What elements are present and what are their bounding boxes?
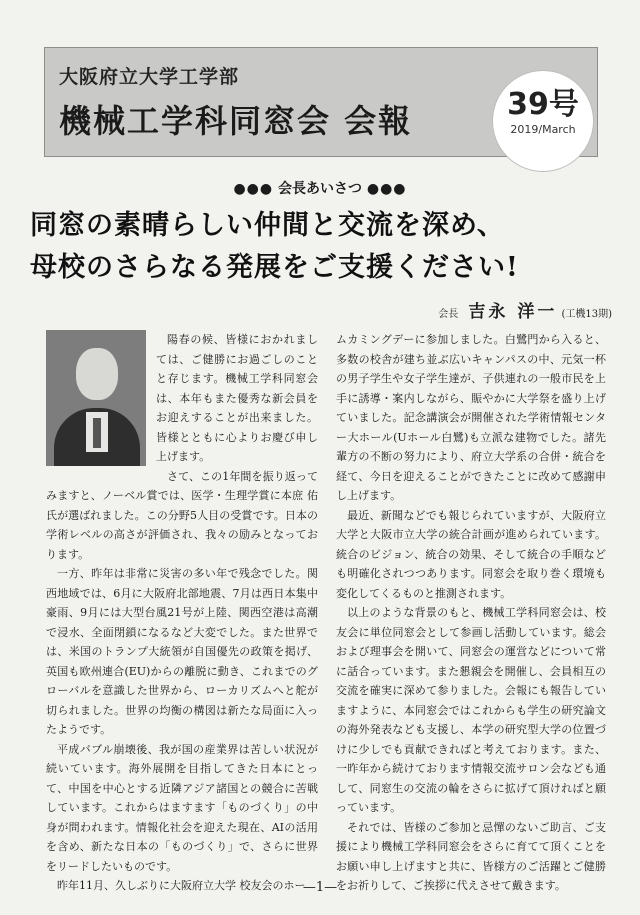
paragraph: 昨年11月、久しぶりに大阪府立大学 校友会のホー	[57, 879, 306, 892]
left-column	[46, 330, 318, 896]
paragraph: さて、この1年間を振り返ってみますと、ノーベル賞では、医学・生理学賞に本庶 佑氏が選ばれました。この分野5人目の受賞です。日本の学術レベルの高さが評価され、我々の励みとなっております。	[46, 469, 318, 561]
dots-right: ●●●	[366, 181, 407, 197]
author-suffix: (工機13期)	[561, 309, 612, 320]
university-name: 大阪府立大学工学部	[59, 66, 240, 88]
paragraph: 最近、新聞などでも報じられていますが、大阪府立大学と大阪市立大学の統合計画が進められています。統合のビジョン、統合の効果、そして統合の手順なども明確化されつつあります。同窓会を取り巻く環境も変化してくるものと推測されます。	[336, 508, 606, 600]
paragraph: 平成バブル崩壊後、我が国の産業界は苦しい状況が続いています。海外展開を目指してきた日本にとって、中国を中心とする近隣アジア諸国との競合に苦戦しています。これからはますます「ものづくり」の中身が問われます。情報化社会を迎えた現在、AIの活用を含め、新たな日本の「ものづくり」で、さらに世界をリードしたいものです。	[46, 742, 318, 873]
issue-date: 2019/March	[510, 123, 576, 136]
newsletter-title: 機械工学科同窓会 会報	[59, 102, 413, 140]
paragraph: ムカミングデーに参加しました。白鷺門から入ると、多数の校舎が建ち並ぶ広いキャンパスの中、元気一杯の男子学生や女子学生達が、子供連れの一般市民を上手に誘導・案内しながら、賑やかに大学祭を盛り上げていました。記念講演会が開催された学術情報センター大ホール(Uホール白鷺)も立派な建物でした。諸先輩方の不断の努力により、府立大学系の合併・統合を経て、今日を迎えることができたことに改めて感謝申し上げます。	[336, 333, 606, 502]
author-byline	[438, 297, 612, 322]
dots-left: ●●●	[233, 181, 274, 197]
right-column	[336, 330, 606, 896]
author-name: 吉永 洋一	[468, 302, 558, 322]
president-photo	[46, 330, 146, 466]
author-role: 会長	[438, 309, 459, 320]
paragraph: それでは、皆様のご参加と忌憚のないご助言、ご支援により機械工学科同窓会をさらに育てて頂くことをお願い申し上げますと共に、皆様方のご活躍とご健勝をお祈りして、ご挨拶に代えさせて戴きます。	[336, 820, 606, 892]
headline-line-1: 同窓の素晴らしい仲間と交流を深め、	[30, 210, 505, 241]
article-headline	[30, 205, 620, 289]
headline-line-2: 母校のさらなる発展をご支援ください!	[30, 252, 519, 283]
paragraph: 一方、昨年は非常に災害の多い年で残念でした。関西地域では、6月に大阪府北部地震、7月は西日本集中豪雨、9月には大型台風21号が上陸、関西空港は高潮で浸水、全面閉鎖になるなど大変でした。また世界では、米国のトランプ大統領が自国優先の政策を掲げ、英国も欧州連合(EU)からの離脱に動き、これまでのグローバルを意識した世界から、ローカリズムへと舵が切られました。世界の均衡の構図は新たな局面に入ったようです。	[46, 567, 318, 736]
issue-number: 39号	[507, 87, 579, 122]
page-number: —1—	[302, 880, 338, 895]
section-label	[0, 178, 640, 198]
section-label-text: 会長あいさつ	[278, 181, 362, 197]
issue-badge	[492, 70, 594, 172]
paragraph: 以上のような背景のもと、機械工学科同窓会は、校友会に単位同窓会として参画し活動しています。総会および理事会を開いて、同窓会の運営などについて常に話合っています。また懇親会を開催し、会員相互の交流を確実に深めて参りました。会報にも報告していますように、本同窓会ではこれからも学生の研究論文の海外発表なども支援し、本学の研究型大学の位置づけに少しでも貢献できればと考えております。また、一昨年から続けております情報交流サロン会なども通して、同窓生の交流の輪をさらに拡げて頂ければと願っています。	[336, 606, 606, 814]
paragraph: 陽春の候、皆様におかれましては、ご健勝にお過ごしのことと存じます。機械工学科同窓会は、本年もまた優秀な新会員をお迎えすることが出来ました。皆様とともに心よりお慶び申し上げます。	[156, 333, 318, 463]
